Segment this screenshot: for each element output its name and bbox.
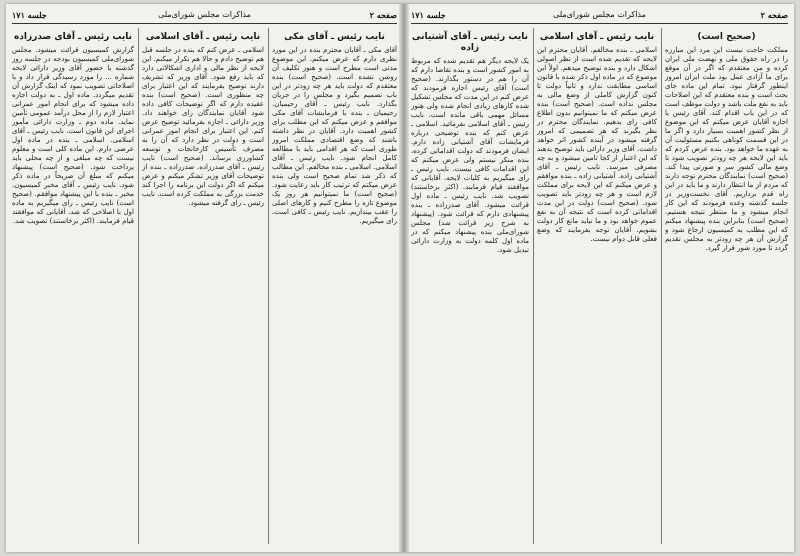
left-page-header <box>12 10 397 24</box>
left-page <box>12 4 397 552</box>
newspaper-spread <box>6 4 794 552</box>
column-text: گزارش کمیسیون قرائت میشود. مجلس شورای‌ملی کمیسیون بودجه در جلسه روز گذشته با حضور آقای وزیر دارائی لایحه شماره ... را مورد رسیدگی قرار داد و با اصلاحاتی تصویب نمود که اینک گزارش آن تقدیم میگردد. ماده اول ـ به دولت اجازه داده میشود که برای انجام امور عمرانی اعتبار لازم را از محل درآمد عمومی تأمین نماید. ماده دوم ـ وزارت دارائی مأمور اجرای این قانون است. نایب رئیس ـ آقای اسلامی. اسلامی ـ بنده در ماده اول عرضی دارم. این ماده کلی است و معلوم نیست که چه مبلغی و از چه محلی باید پرداخت شود. (صحیح است) پیشنهاد میکنم که مبلغ آن صریحاً در ماده ذکر شود. نایب رئیس ـ آقای مخبر کمیسیون. مخبر ـ بنده با این پیشنهاد موافقم. (صحیح است) نایب رئیس ـ رای میگیریم به ماده اول با اصلاحی که شد. آقایانی که موافقند قیام فرمایند. (اکثر برخاستند) تصویب شد. <box>12 46 134 225</box>
column-divider <box>138 28 139 544</box>
right-page <box>411 4 788 552</box>
right-header-title: مذاکرات مجلس شورای‌ملی <box>553 10 646 19</box>
column-divider <box>268 28 269 544</box>
column-heading: نایب رئیس ـ آقای آشتیانی زاده <box>412 32 528 53</box>
right-page-header <box>411 10 788 24</box>
column-heading: نایب رئیس ـ آقای مکی <box>284 32 385 42</box>
left-header-rule <box>12 23 397 24</box>
column-text: یک لایحه دیگر هم تقدیم شده که مربوط به امور کشور است و بنده تقاضا دارم که آن را هم در دستور بگذارند. (صحیح است) آقای رئیس اجازه فرمودند که عرض کنم در این مدت که مجلس تشکیل شده کارهای زیادی انجام شده ولی هنوز مسائل مهمی باقی مانده است. نایب رئیس ـ آقای اسلامی بفرمائید. اسلامی ـ عرض کنم که بنده توضیحی درباره فرمایشات آقای آشتیانی زاده دارم. ایشان فرمودند که دولت اقداماتی کرده، بنده منکر نیستم ولی عرض میکنم که این اقدامات کافی نیست. نایب رئیس ـ رای میگیریم به کلیات لایحه. آقایانی که موافقند قیام فرمایند. (اکثر برخاستند) تصویب شد. نایب رئیس ـ ماده اول قرائت میشود. آقای صدرزاده ـ بنده پیشنهادی دارم که قرائت شود. (پیشنهاد به شرح زیر قرائت شد) مجلس شورای‌ملی بنده پیشنهاد میکنم که در ماده اول کلمه دولت به وزارت دارائی تبدیل شود. <box>411 57 529 254</box>
book-gutter <box>399 4 409 552</box>
column-divider <box>533 28 534 544</box>
right-column-1 <box>665 28 788 546</box>
left-column-2 <box>142 28 264 546</box>
column-text: اسلامی ـ عرض کنم که بنده در جلسه قبل هم توضیح دادم و حالا هم تکرار میکنم. این لایحه از نظر مالی و اداری اشکالاتی دارد که باید رفع شود. آقای وزیر که تشریف دارند توضیح بفرمایند که این اعتبار برای چه منظوری است. (صحیح است) بنده عقیده دارم که اگر توضیحات کافی داده شود آقایان نمایندگان رای خواهند داد. وزیر دارائی ـ اجازه بفرمائید توضیح عرض کنم. این اعتبار برای انجام امور عمرانی است و دولت در نظر دارد که آن را به مصرف تأسیس کارخانجات و توسعه کشاورزی برساند. (صحیح است) نایب رئیس ـ آقای صدرزاده. صدرزاده ـ بنده از توضیحات آقای وزیر تشکر میکنم و عرض میکنم که اگر دولت این برنامه را اجرا کند خدمت بزرگی به مملکت کرده است. نایب رئیس ـ رای گرفته میشود. <box>142 46 264 207</box>
right-page-number: صفحه ۲ <box>760 10 788 20</box>
column-heading: نایب رئیس ـ آقای اسلامی <box>145 32 261 42</box>
left-session-number: جلسه ۱۷۱ <box>12 10 47 20</box>
left-page-number: صفحه ۲ <box>369 10 397 20</box>
left-column-3 <box>12 28 134 546</box>
right-column-3 <box>411 28 529 546</box>
column-divider <box>661 28 662 544</box>
left-column-1 <box>272 28 397 546</box>
right-header-rule <box>411 23 788 24</box>
column-heading: نایب رئیس ـ آقای صدرزاده <box>13 32 133 42</box>
column-heading: نایب رئیس ـ آقای اسلامی <box>539 32 655 42</box>
column-text: اسلامی ـ بنده مخالفم. آقایان محترم این لایحه که تقدیم شده است از نظر اصولی اشکال دارد و بنده توضیح میدهم. اولاً این موضوع که در ماده اول ذکر شده با قانون اساسی مطابقت ندارد و ثانیاً دولت تا کنون گزارش کاملی از وضع مالی به مجلس نداده است. (صحیح است) بنده عرض میکنم که ما نمیتوانیم بدون اطلاع کافی رای بدهیم. نمایندگان محترم در نظر بگیرند که هر تصمیمی که امروز گرفته میشود در آینده کشور اثر خواهد داشت. آقای وزیر دارائی باید توضیح بدهند که این اعتبار از کجا تامین میشود و به چه مصرفی میرسد. نایب رئیس ـ آقای آشتیانی زاده. آشتیانی زاده ـ بنده موافقم و عرض میکنم که این لایحه برای مملکت لازم است و هر چه زودتر باید تصویب شود. (صحیح است) دولت در این مدت اقداماتی کرده است که نتیجه آن به نفع عموم خواهد بود و ما نباید مانع کار دولت بشویم. آقایان توجه بفرمایند که وضع فعلی قابل دوام نیست. <box>537 46 657 243</box>
right-session-number: جلسه ۱۷۱ <box>411 10 446 20</box>
column-text: مملکت حاجت نیست این مرد این مبارزه را در راه حقوق ملی و نهضت ملی ایران کرده و من معتقدم که اگر در آن موقع برای ما آزادی عمل بود ملت ایران امروز اینطور گرفتار نبود. تمام این ماده جای بحث است و بنده معتقدم که این اصلاحات باید به نفع ملت باشد و دولت موظف است که در این باب اقدام کند. آقای رئیس با اجازه آقایان عرض میکنم که این موضوع از نظر کشور اهمیت بسیار دارد و اگر ما در این قسمت کوتاهی بکنیم مسئولیت آن به عهده ما خواهد بود. بنده عرض کردم که باید این لایحه هر چه زودتر تصویب شود تا وضع مالی کشور سر و صورتی پیدا کند. (صحیح است) نمایندگان محترم توجه دارند که مردم از ما انتظار دارند و ما باید در این راه قدم برداریم. آقای نخست‌وزیر در جلسه گذشته وعده فرمودند که این کار انجام میشود و ما منتظر نتیجه هستیم. (صحیح است) بنابراین بنده پیشنهاد میکنم که این مطلب به کمیسیون ارجاع شود و گزارش آن هر چه زودتر به مجلس تقدیم گردد تا مورد شور قرار گیرد. <box>665 46 788 252</box>
column-heading: (صحیح است) <box>697 32 756 42</box>
right-column-2 <box>537 28 657 546</box>
column-text: آقای مکی ـ آقایان محترم بنده در این مورد نظری دارم که عرض میکنم. این موضوع مدتی است مطرح است و هنوز تکلیف آن روشن نشده است. (صحیح است) بنده معتقدم که دولت باید هر چه زودتر در این باب تصمیم بگیرد و مجلس را در جریان بگذارد. نایب رئیس ـ آقای رحیمیان. رحیمیان ـ بنده با فرمایشات آقای مکی موافقم و عرض میکنم که این مطلب برای کشور اهمیت دارد. آقایان در نظر داشته باشند که وضع اقتصادی مملکت امروز طوری است که هر اقدامی باید با مطالعه کامل انجام شود. نایب رئیس ـ آقای اسلامی. اسلامی ـ بنده مخالفم. این مطالب که ذکر شد تمام صحیح است ولی بنده عرض میکنم که ترتیب کار باید رعایت شود. (صحیح است) ما نمیتوانیم هر روز یک موضوع تازه را مطرح کنیم و کارهای اصلی را عقب بیندازیم. نایب رئیس ـ کافی است. رای میگیریم. <box>272 46 397 225</box>
left-header-title: مذاکرات مجلس شورای‌ملی <box>158 10 251 19</box>
